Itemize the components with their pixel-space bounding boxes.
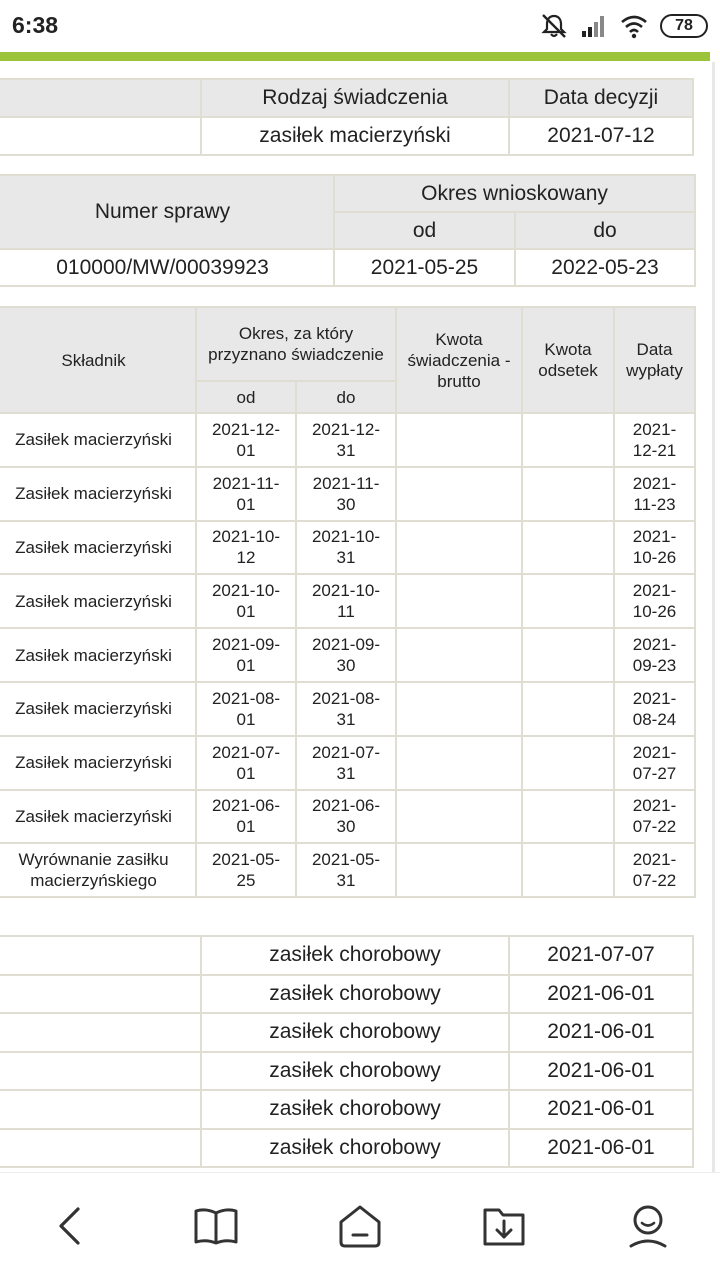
payment-date-cell: 2021- 07-27	[614, 736, 695, 790]
payment-date-cell: 2021- 07-22	[614, 843, 695, 897]
downloads-button[interactable]	[476, 1201, 532, 1251]
back-icon	[46, 1202, 94, 1250]
interest-amount-cell-redacted	[522, 467, 614, 521]
interest-amount-cell-redacted	[522, 521, 614, 575]
component-cell: Zasiłek macierzyński	[0, 521, 196, 575]
home-icon	[336, 1202, 384, 1250]
interest-amount-header: Kwota odsetek	[522, 307, 614, 413]
signal-icon	[580, 13, 608, 39]
component-cell: Zasiłek macierzyński	[0, 736, 196, 790]
sick-empty-cell	[0, 1052, 201, 1091]
wifi-icon	[620, 13, 648, 39]
decision-cell-empty	[0, 117, 201, 155]
gross-amount-cell-redacted	[396, 628, 522, 682]
payment-date-header: Data wypłaty	[614, 307, 695, 413]
table-row	[0, 1129, 693, 1168]
gross-amount-cell-redacted	[396, 790, 522, 844]
decision-date-cell: 2021-07-12	[509, 117, 693, 155]
profile-button[interactable]	[620, 1201, 676, 1251]
granted-to-cell: 2021-07- 31	[296, 736, 396, 790]
granted-from-header: od	[196, 381, 296, 413]
table-row	[0, 1013, 693, 1052]
benefit-type-cell: zasiłek macierzyński	[201, 117, 509, 155]
table-row	[0, 790, 695, 844]
interest-amount-cell-redacted	[522, 790, 614, 844]
interest-amount-cell-redacted	[522, 574, 614, 628]
sick-date-cell: 2021-07-07	[509, 936, 693, 975]
period-to-cell: 2022-05-23	[515, 249, 695, 286]
interest-amount-cell-redacted	[522, 682, 614, 736]
status-icons	[540, 12, 708, 40]
sick-empty-cell	[0, 975, 201, 1014]
granted-from-cell: 2021-05- 25	[196, 843, 296, 897]
decision-header-empty	[0, 79, 201, 117]
granted-to-header: do	[296, 381, 396, 413]
component-cell: Zasiłek macierzyński	[0, 628, 196, 682]
home-button[interactable]	[332, 1201, 388, 1251]
granted-period-header: Okres, za który przyznano świadczenie	[196, 307, 396, 381]
component-header: Składnik	[0, 307, 196, 413]
profile-icon	[624, 1202, 672, 1250]
payment-date-cell: 2021- 09-23	[614, 628, 695, 682]
granted-to-cell: 2021-10- 31	[296, 521, 396, 575]
status-time: 6:38	[12, 12, 59, 38]
case-table	[0, 174, 696, 287]
interest-amount-cell-redacted	[522, 413, 614, 467]
component-cell: Zasiłek macierzyński	[0, 574, 196, 628]
table-row	[0, 1090, 693, 1129]
sick-type-cell: zasiłek chorobowy	[201, 1013, 509, 1052]
granted-from-cell: 2021-06- 01	[196, 790, 296, 844]
payment-date-cell: 2021- 10-26	[614, 574, 695, 628]
sick-empty-cell	[0, 1129, 201, 1168]
granted-to-cell: 2021-06- 30	[296, 790, 396, 844]
granted-from-cell: 2021-12- 01	[196, 413, 296, 467]
sick-date-cell: 2021-06-01	[509, 975, 693, 1014]
granted-from-cell: 2021-08- 01	[196, 682, 296, 736]
table-row	[0, 413, 695, 467]
status-bar	[0, 0, 720, 52]
sick-date-cell: 2021-06-01	[509, 1013, 693, 1052]
granted-to-cell: 2021-11- 30	[296, 467, 396, 521]
bottom-navigation	[0, 1172, 720, 1280]
table-row	[0, 574, 695, 628]
payment-date-cell: 2021- 11-23	[614, 467, 695, 521]
period-from-cell: 2021-05-25	[334, 249, 515, 286]
sick-type-cell: zasiłek chorobowy	[201, 1129, 509, 1168]
interest-amount-cell-redacted	[522, 628, 614, 682]
gross-amount-cell-redacted	[396, 574, 522, 628]
decision-date-header: Data decyzji	[509, 79, 693, 117]
case-number-header: Numer sprawy	[0, 175, 334, 249]
gross-amount-cell-redacted	[396, 736, 522, 790]
sick-empty-cell	[0, 1090, 201, 1129]
requested-period-header: Okres wnioskowany	[334, 175, 695, 212]
payments-table	[0, 306, 696, 898]
gross-amount-cell-redacted	[396, 521, 522, 575]
table-row	[0, 467, 695, 521]
component-cell: Zasiłek macierzyński	[0, 790, 196, 844]
sick-date-cell: 2021-06-01	[509, 1090, 693, 1129]
component-cell: Wyrównanie zasiłku macierzyńskiego	[0, 843, 196, 897]
table-row	[0, 628, 695, 682]
payment-date-cell: 2021- 10-26	[614, 521, 695, 575]
decision-table	[0, 78, 694, 156]
interest-amount-cell-redacted	[522, 843, 614, 897]
table-row	[0, 682, 695, 736]
sick-empty-cell	[0, 1013, 201, 1052]
sick-type-cell: zasiłek chorobowy	[201, 1090, 509, 1129]
table-row	[0, 843, 695, 897]
sick-date-cell: 2021-06-01	[509, 1052, 693, 1091]
table-row	[0, 1052, 693, 1091]
gross-amount-cell-redacted	[396, 467, 522, 521]
granted-to-cell: 2021-12- 31	[296, 413, 396, 467]
granted-from-cell: 2021-10- 01	[196, 574, 296, 628]
sick-date-cell: 2021-06-01	[509, 1129, 693, 1168]
period-to-header: do	[515, 212, 695, 249]
component-cell: Zasiłek macierzyński	[0, 682, 196, 736]
component-cell: Zasiłek macierzyński	[0, 413, 196, 467]
table-row	[0, 975, 693, 1014]
gross-amount-cell-redacted	[396, 843, 522, 897]
sickness-benefit-table	[0, 935, 694, 1168]
component-cell: Zasiłek macierzyński	[0, 467, 196, 521]
gross-amount-header: Kwota świadczenia - brutto	[396, 307, 522, 413]
gross-amount-cell-redacted	[396, 413, 522, 467]
header-accent-bar	[0, 52, 710, 61]
case-number-cell: 010000/MW/00039923	[0, 249, 334, 286]
benefit-type-header: Rodzaj świadczenia	[201, 79, 509, 117]
interest-amount-cell-redacted	[522, 736, 614, 790]
notifications-off-icon	[540, 13, 568, 39]
granted-from-cell: 2021-09- 01	[196, 628, 296, 682]
sick-empty-cell	[0, 936, 201, 975]
book-icon	[192, 1202, 240, 1250]
granted-to-cell: 2021-05- 31	[296, 843, 396, 897]
scrollbar-track[interactable]	[712, 62, 715, 1172]
payment-date-cell: 2021- 07-22	[614, 790, 695, 844]
back-button[interactable]	[42, 1201, 98, 1251]
granted-from-cell: 2021-10- 12	[196, 521, 296, 575]
sick-type-cell: zasiłek chorobowy	[201, 936, 509, 975]
granted-from-cell: 2021-07- 01	[196, 736, 296, 790]
granted-to-cell: 2021-09- 30	[296, 628, 396, 682]
sick-type-cell: zasiłek chorobowy	[201, 975, 509, 1014]
period-from-header: od	[334, 212, 515, 249]
gross-amount-cell-redacted	[396, 682, 522, 736]
table-row	[0, 521, 695, 575]
battery-icon: 78	[660, 14, 708, 38]
downloads-icon	[480, 1202, 528, 1250]
bookmarks-button[interactable]	[188, 1201, 244, 1251]
payment-date-cell: 2021- 08-24	[614, 682, 695, 736]
granted-to-cell: 2021-10- 11	[296, 574, 396, 628]
granted-to-cell: 2021-08- 31	[296, 682, 396, 736]
table-row	[0, 736, 695, 790]
table-row	[0, 936, 693, 975]
granted-from-cell: 2021-11- 01	[196, 467, 296, 521]
sick-type-cell: zasiłek chorobowy	[201, 1052, 509, 1091]
payment-date-cell: 2021- 12-21	[614, 413, 695, 467]
